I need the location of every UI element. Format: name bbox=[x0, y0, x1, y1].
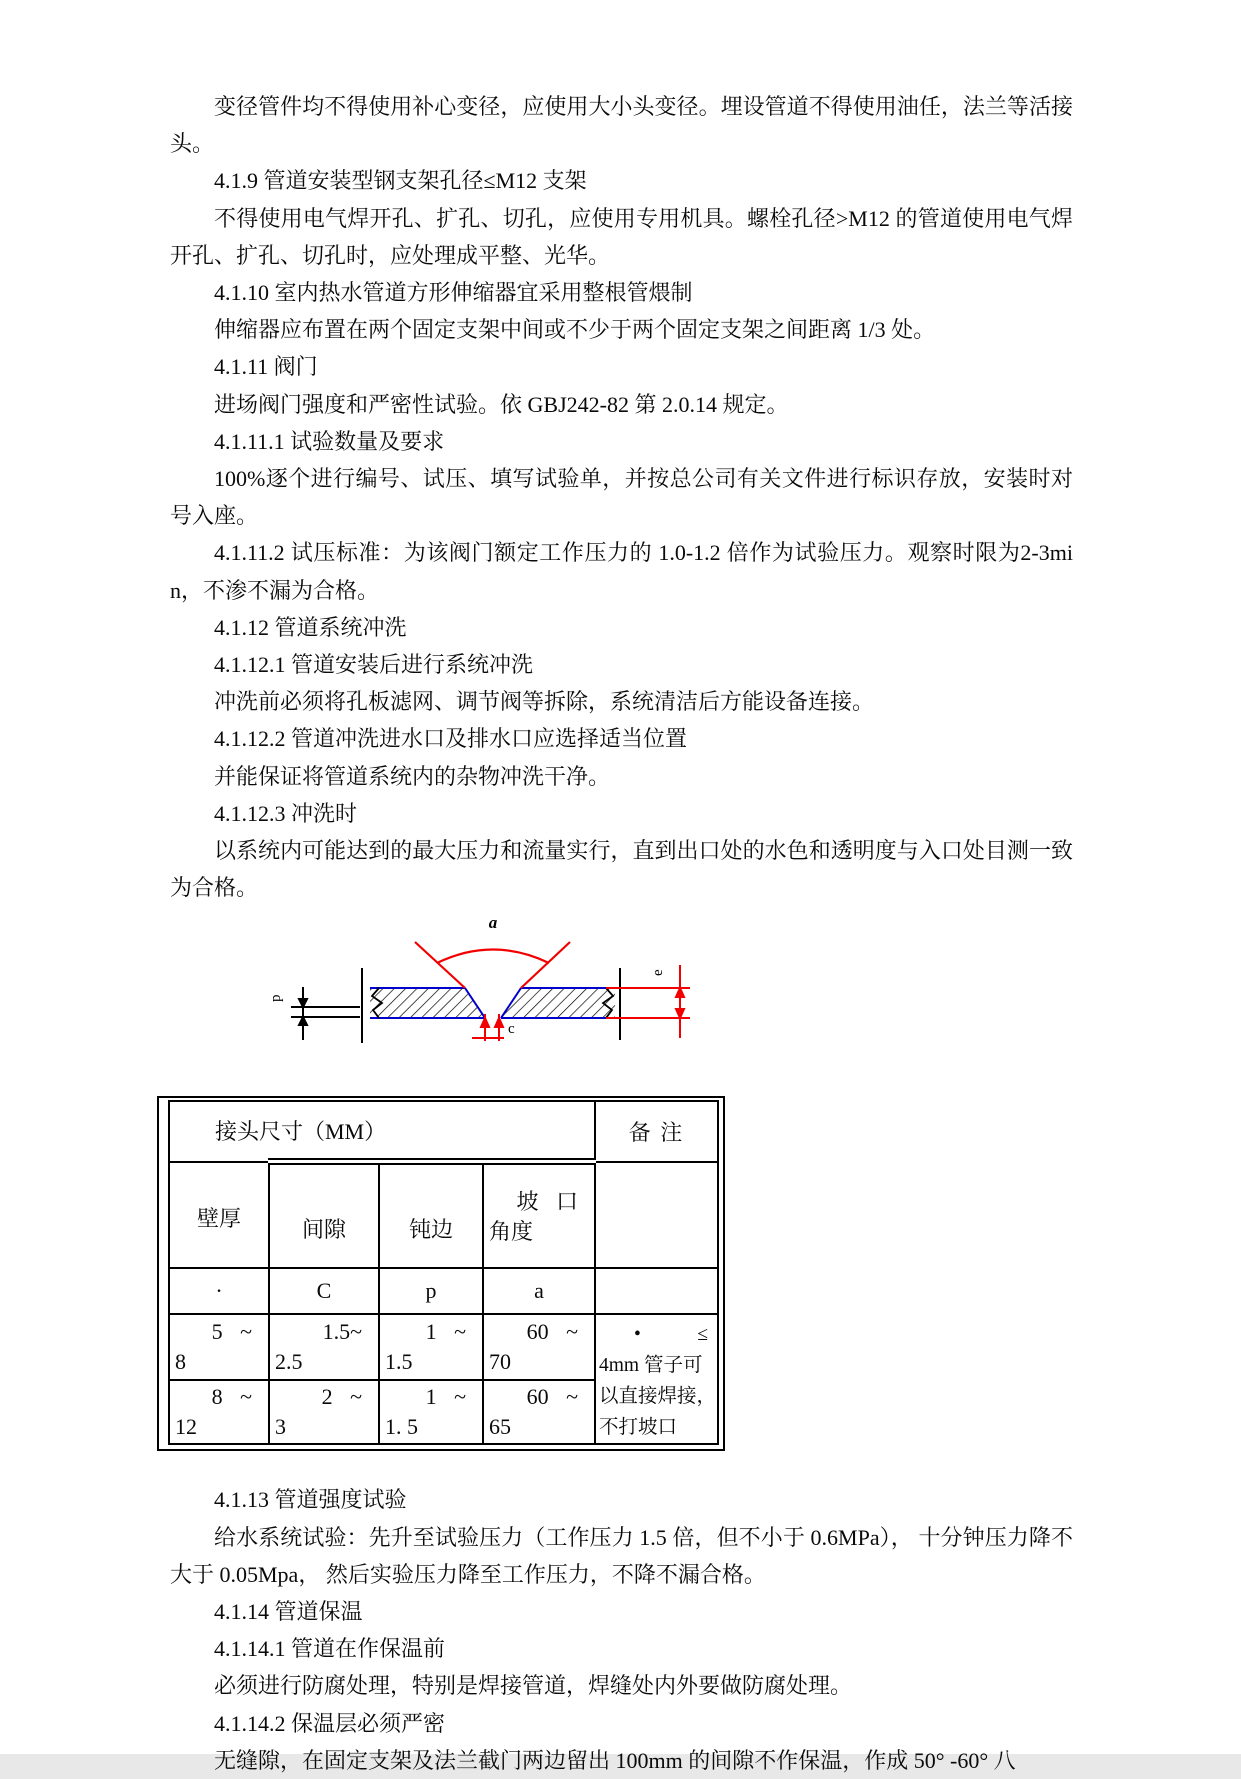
thickness-label: e bbox=[650, 969, 666, 977]
cell-gap: 2 ~ 3 bbox=[269, 1380, 379, 1444]
clause-heading: 4.1.14 管道保温 bbox=[214, 1599, 363, 1625]
clause-heading: 4.1.12.1 管道安装后进行系统冲洗 bbox=[214, 652, 534, 678]
paragraph: 以系统内可能达到的最大压力和流量实行，直到出口处的水色和透明度与入口处目测一致为合格。 bbox=[170, 838, 1073, 901]
header-blunt-edge: 钝边 bbox=[379, 1162, 483, 1269]
clause-heading: 4.1.12.2 管道冲洗进水口及排水口应选择适当位置 bbox=[214, 726, 688, 752]
paragraph: 4.1.11.2 试压标准：为该阀门额定工作压力的 1.0-1.2 倍作为试验压力。观察时限为2-3min，不渗不漏为合格。 bbox=[170, 540, 1073, 603]
cell-gap: 1.5~ 2.5 bbox=[269, 1314, 379, 1380]
cell-bevel: 60 ~ 70 bbox=[483, 1314, 595, 1380]
paragraph: 无缝隙，在固定支架及法兰截门两边留出 100mm 的间隙不作保温，作成 50° -60° 八 bbox=[214, 1747, 1016, 1773]
lower-text-block bbox=[170, 1481, 1073, 1779]
blunt-edge-dimension bbox=[291, 987, 360, 1040]
remark-header-cell: 备 注 bbox=[595, 1101, 718, 1162]
clause-heading: 4.1.13 管道强度试验 bbox=[214, 1487, 407, 1513]
root-gap-label: c bbox=[508, 1021, 515, 1038]
clause-heading: 4.1.9 管道安装型钢支架孔径≤M12 支架 bbox=[214, 168, 587, 194]
paragraph: 给水系统试验：先升至试验压力（工作压力 1.5 倍，但不小于 0.6MPa）， 十分钟压力降不大于 0.05Mpa， 然后实验压力降至工作压力，不降不漏合格。 bbox=[170, 1524, 1073, 1587]
clause-heading: 4.1.11.1 试验数量及要求 bbox=[214, 428, 445, 454]
cell-blunt: 1 ~ 1. 5 bbox=[379, 1380, 483, 1444]
header-wall-thickness: 壁厚 bbox=[169, 1162, 269, 1269]
remark-note-cell: • ≤ 4mm 管子可 以直接焊接， 不打坡口 bbox=[595, 1314, 718, 1444]
header-bevel-angle: 坡 口 角度 bbox=[483, 1162, 595, 1269]
paragraph: 伸缩器应布置在两个固定支架中间或不少于两个固定支架之间距离 1/3 处。 bbox=[214, 317, 936, 343]
clause-heading: 4.1.11 阀门 bbox=[214, 354, 318, 380]
symbol-blunt: p bbox=[379, 1268, 483, 1314]
cell-wall: 8 ~ 12 bbox=[169, 1380, 269, 1444]
clause-heading: 4.1.12 管道系统冲洗 bbox=[214, 614, 407, 640]
table-title-cell: 接头尺寸（MM） bbox=[169, 1101, 595, 1162]
cell-bevel: 60 ~ 65 bbox=[483, 1380, 595, 1444]
weld-groove-figure bbox=[170, 910, 1073, 1068]
remark-bullet: • bbox=[634, 1324, 641, 1346]
groove-angle-lines bbox=[415, 942, 570, 988]
symbol-gap: C bbox=[269, 1268, 379, 1314]
paragraph: 100%逐个进行编号、试压、填写试验单，并按总公司有关文件进行标识存放，安装时对号入座。 bbox=[170, 466, 1073, 529]
paragraph: 不得使用电气焊开孔、扩孔、切孔，应使用专用机具。螺栓孔径>M12 的管道使用电气焊开孔、扩孔、切孔时，应处理成平整、光华。 bbox=[170, 205, 1073, 268]
weld-groove-diagram bbox=[246, 910, 698, 1060]
joint-dimension-table-frame bbox=[157, 1096, 725, 1451]
joint-dimension-table bbox=[168, 1100, 719, 1445]
header-gap: 间隙 bbox=[269, 1162, 379, 1269]
cell-wall: 5 ~ 8 bbox=[169, 1314, 269, 1380]
symbol-wall: · bbox=[169, 1268, 269, 1314]
paragraph: 冲洗前必须将孔板滤网、调节阀等拆除，系统清洁后方能设备连接。 bbox=[214, 689, 875, 715]
clause-heading: 4.1.12.3 冲洗时 bbox=[214, 800, 358, 826]
paragraph: 必须进行防腐处理，特别是焊接管道，焊缝处内外要做防腐处理。 bbox=[214, 1673, 853, 1699]
clause-heading: 4.1.14.2 保温层必须严密 bbox=[214, 1710, 446, 1736]
paragraph: 变径管件均不得使用补心变径，应使用大小头变径。埋设管道不得使用油任，法兰等活接头。 bbox=[170, 94, 1073, 157]
angle-label: a bbox=[488, 913, 498, 933]
symbol-bevel: a bbox=[483, 1268, 595, 1314]
remark-empty-cell bbox=[595, 1268, 718, 1314]
clause-heading: 4.1.14.1 管道在作保温前 bbox=[214, 1636, 446, 1662]
thickness-dimension bbox=[606, 965, 690, 1038]
cell-blunt: 1 ~ 1.5 bbox=[379, 1314, 483, 1380]
clause-heading: 4.1.10 室内热水管道方形伸缩器宜采用整根管煨制 bbox=[214, 280, 693, 306]
paragraph: 进场阀门强度和严密性试验。依 GBJ242-82 第 2.0.14 规定。 bbox=[214, 391, 789, 417]
paragraph: 并能保证将管道系统内的杂物冲洗干净。 bbox=[214, 763, 611, 789]
remark-empty-cell bbox=[595, 1162, 718, 1269]
blunt-edge-label: p bbox=[268, 994, 284, 1003]
remark-symbol: ≤ bbox=[697, 1324, 708, 1346]
